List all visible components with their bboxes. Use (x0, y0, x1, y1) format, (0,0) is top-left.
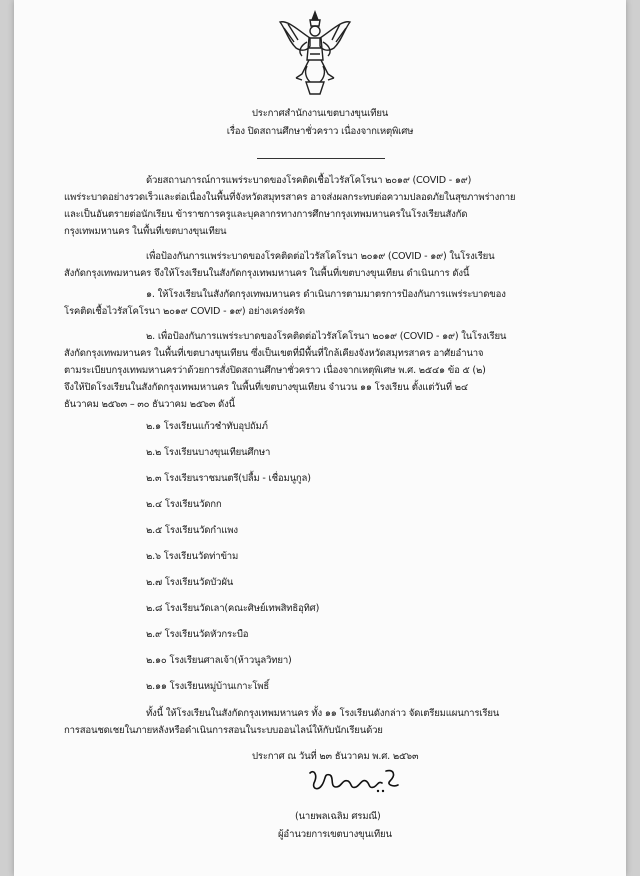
list-item: ๒.๑๑ โรงเรียนหมู่บ้านเกาะโพธิ์ (146, 681, 270, 692)
signer-title: ผู้อำนวยการเขตบางขุนเทียน (278, 829, 392, 840)
list-item: ๒.๓ โรงเรียนราชมนตรี(ปลื้ม - เชื่อมนูกูล) (146, 473, 311, 484)
announcement-subject: เรื่อง ปิดสถานศึกษาชั่วคราว เนื่องจากเหตุพิเศษ (226, 126, 414, 137)
paragraph-line: สังกัดกรุงเทพมหานคร จึงให้โรงเรียนในสังกัดกรุงเทพมหานคร ในพื้นที่เขตบางขุนเทียน ดำเนินการ ดังนี้ (64, 268, 470, 279)
signature-icon (304, 765, 404, 797)
list-item: ๒.๗ โรงเรียนวัดบัวผัน (146, 577, 234, 588)
paragraph-line: การสอนชดเชยในภายหลังหรือดำเนินการสอนในระบบออนไลน์ให้กับนักเรียนด้วย (64, 725, 383, 736)
list-item: ๒.๑ โรงเรียนแก้วชำทับอุปถัมภ์ (146, 421, 268, 432)
signer-name: (นายพลเฉลิม ศรมณี) (295, 811, 381, 822)
list-item: ๒.๘ โรงเรียนวัดเลา(คณะศิษย์เทพสิทธิอุทิศ) (146, 603, 320, 614)
list-item: ๒.๖ โรงเรียนวัดท่าข้าม (146, 551, 239, 562)
garuda-emblem-icon (276, 8, 354, 98)
paragraph-line: แพร่ระบาดอย่างรวดเร็วและต่อเนื่องในพื้นที่จังหวัดสมุทรสาคร อาจส่งผลกระทบต่อความปลอดภัยในสุขภาพร่างกาย (64, 192, 516, 203)
list-item: ๒.๕ โรงเรียนวัดกำแพง (146, 525, 238, 536)
announcement-date: ประกาศ ณ วันที่ ๒๓ ธันวาคม พ.ศ. ๒๕๖๓ (252, 751, 419, 762)
list-item: ๒.๑๐ โรงเรียนศาลเจ้า(ห้าวนูลวิทยา) (146, 655, 292, 666)
paragraph-line: กรุงเทพมหานคร ในพื้นที่เขตบางขุนเทียน (64, 226, 227, 237)
paragraph-line: จึงให้ปิดโรงเรียนในสังกัดกรุงเทพมหานคร ในพื้นที่เขตบางขุนเทียน จำนวน ๑๑ โรงเรียน ตั้งแต่วันที่ ๒๔ (64, 382, 468, 393)
paragraph-line: ๒. เพื่อป้องกันการแพร่ระบาดของโรคติดต่อไวรัสโคโรนา ๒๐๑๙ (COVID - ๑๙) ในโรงเรียน (146, 331, 507, 342)
list-item: ๒.๒ โรงเรียนบางขุนเทียนศึกษา (146, 447, 271, 458)
document-page (14, 0, 626, 876)
list-item: ๒.๙ โรงเรียนวัดหัวกระบือ (146, 629, 249, 640)
paragraph-line: โรคติดเชื้อไวรัสโคโรนา ๒๐๑๙ COVID - ๑๙) อย่างเคร่งครัด (64, 306, 305, 317)
paragraph-line: เพื่อป้องกันการแพร่ระบาดของโรคติดต่อไวรัสโคโรนา ๒๐๑๙ (COVID - ๑๙) ในโรงเรียน (146, 251, 495, 262)
announcement-title: ประกาศสำนักงานเขตบางขุนเทียน (251, 108, 389, 119)
paragraph-line: ด้วยสถานการณ์การแพร่ระบาดของโรคติดเชื้อไวรัสโคโรนา ๒๐๑๙ (COVID - ๑๙) (146, 175, 472, 186)
list-item: ๒.๔ โรงเรียนวัดกก (146, 499, 222, 510)
paragraph-line: และเป็นอันตรายต่อนักเรียน ข้าราชการครูและบุคลากรทางการศึกษากรุงเทพมหานครในโรงเรียนสังกัด (64, 209, 468, 220)
divider (257, 158, 385, 159)
paragraph-line: ๑. ให้โรงเรียนในสังกัดกรุงเทพมหานคร ดำเนินการตามมาตรการป้องกันการแพร่ระบาดของ (146, 289, 506, 300)
paragraph-line: ทั้งนี้ ให้โรงเรียนในสังกัดกรุงเทพมหานคร ทั้ง ๑๑ โรงเรียนดังกล่าว จัดเตรียมแผนการเรียน (146, 708, 500, 719)
paragraph-line: ตามระเบียบกรุงเทพมหานครว่าด้วยการสั่งปิดสถานศึกษาชั่วคราว เนื่องจากเหตุพิเศษ พ.ศ. ๒๕๔๑ ข้อ ๕ (๒) (64, 365, 486, 376)
paragraph-line: ธันวาคม ๒๕๖๓ – ๓๐ ธันวาคม ๒๕๖๓ ดังนี้ (64, 399, 235, 410)
paragraph-line: สังกัดกรุงเทพมหานคร ในพื้นที่เขตบางขุนเทียน ซึ่งเป็นเขตที่มีพื้นที่ใกล้เคียงจังหวัดสมุทรสาคร อาศัยอำนาจ (64, 348, 484, 359)
